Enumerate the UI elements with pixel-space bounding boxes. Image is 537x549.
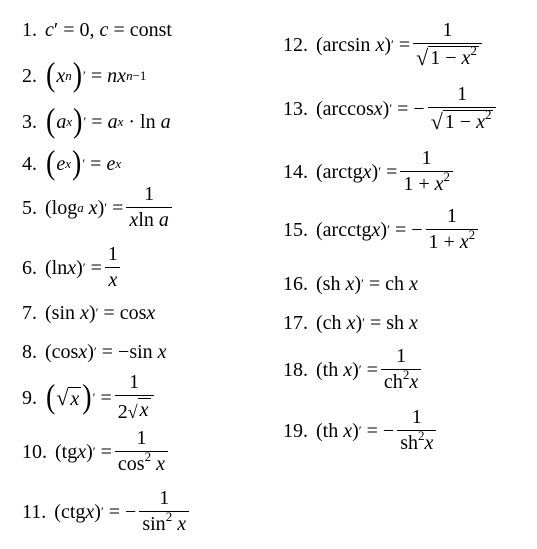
cos-text: cos xyxy=(119,302,147,324)
denominator: √ $1 - x^2$ xyxy=(428,107,497,134)
cos-text: cos xyxy=(117,453,145,475)
sin-text: sin xyxy=(129,341,153,363)
formula-expression: ( arccos x ) ′ = − 1 √ $1 - x^2$ xyxy=(316,84,499,134)
formula-18 xyxy=(283,346,424,393)
formula-number: 18. xyxy=(283,358,308,381)
log-text: log xyxy=(51,196,78,219)
th-text: th xyxy=(322,419,339,442)
fraction xyxy=(426,206,479,253)
numerator: 1 xyxy=(129,371,140,393)
formula-number: 8. xyxy=(22,341,37,363)
numerator: 1 xyxy=(442,19,453,41)
formula-expression: ( cos x ) ′ = − sin x xyxy=(45,341,167,363)
formula-4 xyxy=(22,144,122,182)
formula-number: 2. xyxy=(22,65,37,87)
ln-text: ln xyxy=(140,111,156,133)
formula-number: 4. xyxy=(22,153,37,175)
fraction xyxy=(105,244,121,291)
denominator: x xyxy=(105,267,120,291)
formula-expression: ( arcctg x ) ′ = − $\frac{1}{1 + x^2}$ xyxy=(316,206,481,253)
formula-number: 6. xyxy=(22,256,37,279)
formula-expression: ( e x ) ′ = e x xyxy=(46,144,122,182)
formula-10 xyxy=(22,428,171,475)
denominator: $ch^2x$ xyxy=(381,369,421,393)
formula-9 xyxy=(22,372,157,423)
formula-3 xyxy=(22,102,171,140)
formula-number: 17. xyxy=(283,312,308,334)
sh-text: sh xyxy=(322,273,341,295)
formula-expression: ( th x ) ′ = − $\frac{1}{sh^2x}$ xyxy=(316,407,439,454)
fraction xyxy=(397,407,436,454)
formula-expression: c ′ = 0, c = const xyxy=(45,19,172,41)
formula-1 xyxy=(22,20,172,40)
formula-13 xyxy=(283,84,499,134)
fraction xyxy=(381,346,421,393)
square-root: √ x xyxy=(56,384,80,410)
numerator: 1 xyxy=(136,427,147,449)
denominator: $1 + x^2$ xyxy=(400,171,453,195)
formula-12 xyxy=(283,20,485,70)
sh-text: sh xyxy=(386,312,405,334)
fraction xyxy=(126,184,171,231)
numerator: 1 xyxy=(421,147,432,169)
formula-number: 1. xyxy=(22,19,37,41)
formula-number: 7. xyxy=(22,302,37,324)
numerator: 1 xyxy=(159,487,170,509)
formula-2 xyxy=(22,56,147,94)
fraction xyxy=(115,428,168,475)
sin-text: sin xyxy=(51,302,76,324)
arccos-text: arccos xyxy=(322,98,374,120)
numerator: 1 xyxy=(411,406,422,428)
formula-expression: ( sin x ) ′ = cos x xyxy=(45,302,156,324)
formula-8 xyxy=(22,342,167,362)
fraction xyxy=(115,372,154,423)
formula-number: 13. xyxy=(283,98,308,120)
denominator: $\sin^2 x$ xyxy=(139,511,189,535)
formula-expression: ( a x ) ′ = a x · ln a xyxy=(46,102,171,140)
ch-text: ch xyxy=(385,273,405,295)
formula-5 xyxy=(22,184,175,231)
numerator: 1 xyxy=(107,243,118,265)
arctg-text: arctg xyxy=(322,160,363,183)
formula-number: 10. xyxy=(22,440,47,463)
formula-expression: ( x n ) ′ = nx n−1 xyxy=(46,56,147,94)
formula-expression: ( sh x ) ′ = ch x xyxy=(316,273,418,295)
formula-15 xyxy=(283,206,481,253)
fraction xyxy=(400,148,453,195)
formula-number: 14. xyxy=(283,160,308,183)
formula-number: 5. xyxy=(22,196,37,219)
arcctg-text: arcctg xyxy=(322,218,372,241)
formula-17 xyxy=(283,313,418,333)
formula-expression: ( ch x ) ′ = sh x xyxy=(316,312,418,334)
formula-expression: ( ln x ) ′ = $\frac{1}{x}$ xyxy=(45,244,124,291)
denominator: $sh^2x$ xyxy=(397,430,436,454)
formula-expression: ( ctg x ) ′ = − $\frac{1}{\sin^2 x}$ xyxy=(54,488,192,535)
formula-number: 9. xyxy=(22,386,37,409)
ln-text: ln xyxy=(51,256,68,279)
formula-number: 19. xyxy=(283,419,308,442)
formula-expression: ( arctg x ) ′ = $\frac{1}{1 + x^2}$ xyxy=(316,148,456,195)
formula-14 xyxy=(283,148,456,195)
formula-19 xyxy=(283,407,439,454)
formula-expression: ( √ x ) ′ = 1 2 √ x xyxy=(45,372,157,423)
fraction xyxy=(413,20,482,70)
formula-number: 16. xyxy=(283,273,308,295)
fraction xyxy=(428,84,497,134)
cos-text: cos xyxy=(51,341,79,363)
sh-text: sh xyxy=(400,432,418,454)
formula-number: 3. xyxy=(22,111,37,133)
numerator: 1 xyxy=(144,183,155,205)
denominator: $\cos^2 x$ xyxy=(115,451,168,475)
denominator: √ $1 - x^2$ xyxy=(413,43,482,70)
numerator: 1 xyxy=(457,83,468,105)
denominator: $1 + x^2$ xyxy=(426,229,479,253)
ctg-text: ctg xyxy=(60,500,86,523)
formula-6 xyxy=(22,244,124,291)
formula-16 xyxy=(283,274,418,294)
th-text: th xyxy=(322,358,339,381)
formula-expression: ( th x ) ′ = $\frac{1}{ch^2x}$ xyxy=(316,346,424,393)
formula-expression: ( tg x ) ′ = $\frac{1}{\cos^2 x}$ xyxy=(55,428,171,475)
ch-text: ch xyxy=(322,312,342,334)
ch-text: ch xyxy=(383,371,403,393)
numerator: 1 xyxy=(446,205,457,227)
formula-expression: ( log a x ) ′ = $\frac{1}{\text{xln a}}$ xyxy=(45,184,175,231)
ln-text: ln xyxy=(138,209,154,231)
formula-number: 11. xyxy=(22,500,47,523)
formula-11 xyxy=(22,488,192,535)
tg-text: tg xyxy=(61,440,78,463)
numerator: 1 xyxy=(396,345,407,367)
arcsin-text: arcsin xyxy=(322,34,371,56)
denominator: xln a xyxy=(126,207,171,231)
fraction xyxy=(139,488,189,535)
formula-number: 12. xyxy=(283,34,308,56)
formula-number: 15. xyxy=(283,218,308,241)
formula-7 xyxy=(22,303,155,323)
two-text: 2 xyxy=(117,401,128,423)
const-text: const xyxy=(129,19,172,41)
formula-expression: ( arcsin x ) ′ = 1 √ $1 - x^2$ xyxy=(316,20,485,70)
denominator: 2 √ x xyxy=(115,395,154,423)
sin-text: sin xyxy=(142,513,166,535)
